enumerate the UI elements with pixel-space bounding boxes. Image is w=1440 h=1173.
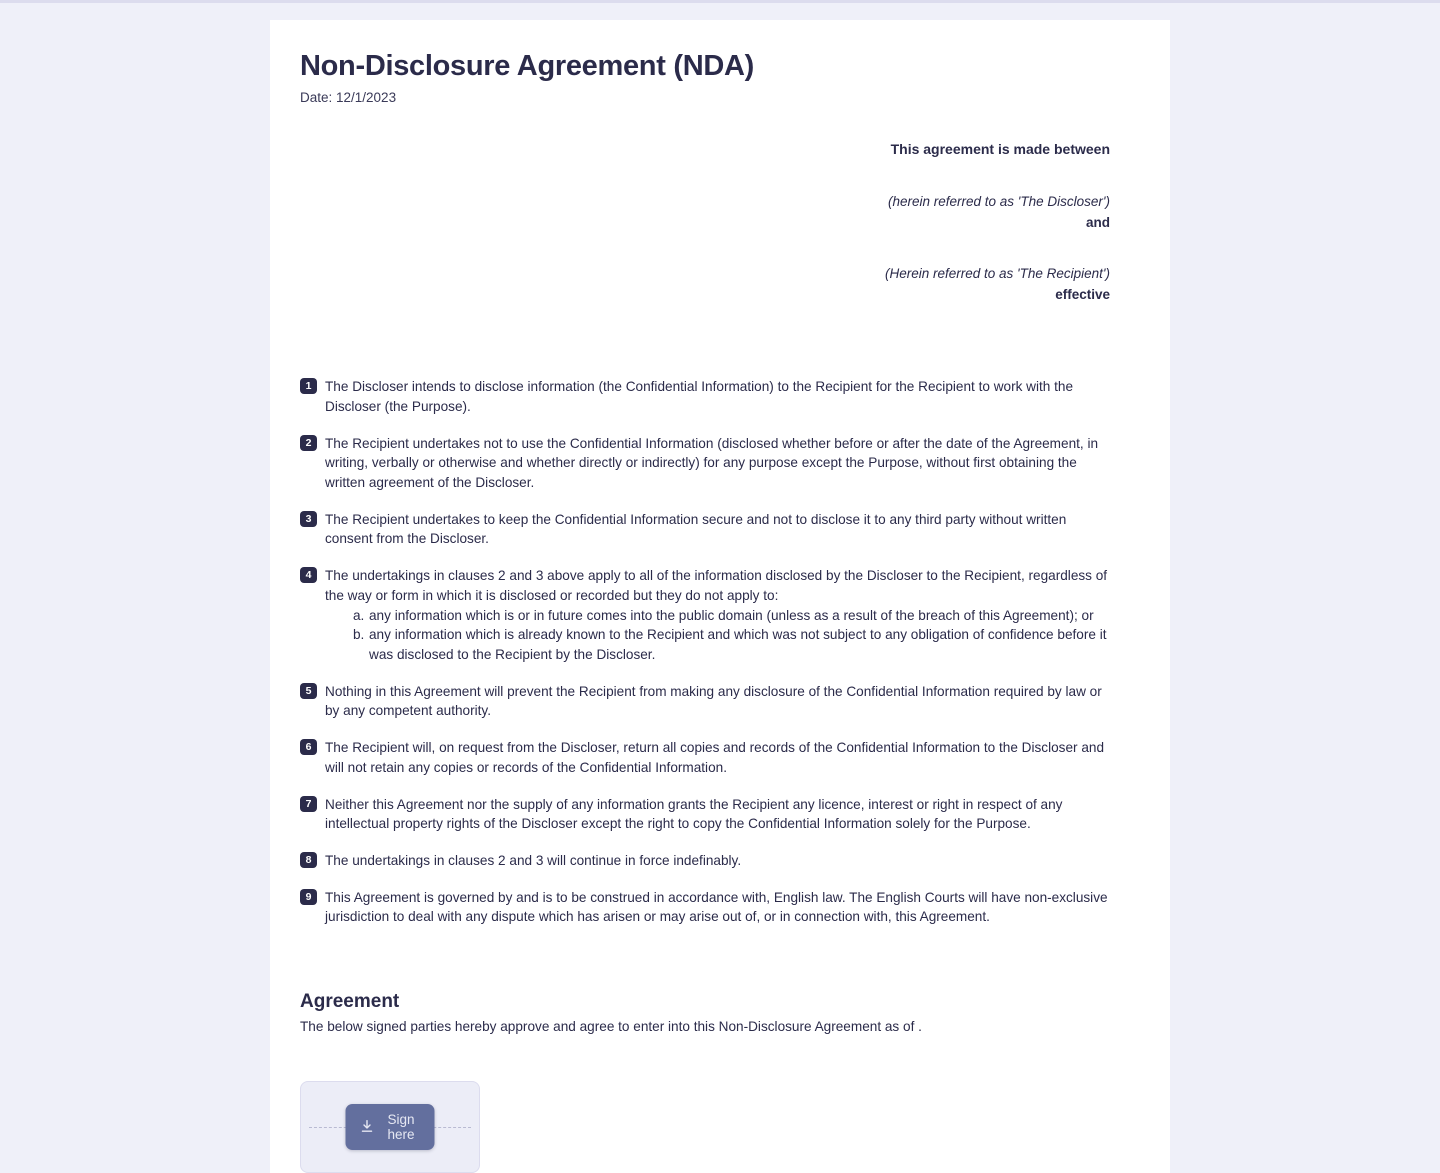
clause-item	[300, 566, 1110, 665]
clause-text: Nothing in this Agreement will prevent the Recipient from making any disclosure of the Confidential Information required by law or by any competent authority.	[325, 683, 1102, 719]
clause-text: The Recipient will, on request from the Discloser, return all copies and records of the Confidential Information to the Discloser and will not retain any copies or records of the Confidential Information.	[325, 740, 1105, 775]
clause-item	[300, 851, 1110, 871]
effective-label: effective	[1055, 287, 1110, 303]
clause-number-badge: 5	[300, 683, 317, 699]
sign-here-label: Sign here	[387, 1111, 415, 1142]
clause-sub-text: any information which is or in future comes into the public domain (unless as a result of the breach of this Agreement); or	[369, 607, 1094, 623]
agreement-text: The below signed parties hereby approve and agree to enter into this Non-Disclosure Agreement as of .	[300, 1019, 922, 1035]
clause-number-badge: 9	[300, 889, 317, 905]
discloser-name-field[interactable]	[300, 175, 1110, 192]
clause-item	[300, 682, 1110, 721]
clause-sub-item	[353, 606, 1110, 626]
agreement-heading: Agreement	[300, 991, 400, 1013]
effective-date-field[interactable]	[300, 306, 1110, 323]
page-title: Non-Disclosure Agreement (NDA)	[300, 50, 754, 82]
signature-box[interactable]	[300, 1081, 480, 1173]
clause-item	[300, 738, 1110, 777]
clause-number-badge: 6	[300, 739, 317, 755]
clause-text: The Recipient undertakes to keep the Confidential Information secure and not to disclose it to any third party without written consent from the Discloser.	[325, 511, 1067, 547]
parties-joiner: and	[1085, 214, 1110, 230]
recipient-name-field[interactable]	[300, 247, 1110, 264]
clause-sub-text: any information which is already known to the Recipient and which was not subject to any obligation of confidence before it was disclosed to the Recipient by the Discloser.	[369, 627, 1107, 662]
signature-area	[300, 1081, 1140, 1173]
clause-list	[300, 377, 1140, 927]
clause-sub-marker: a.	[353, 607, 365, 623]
document-date: Date: 12/1/2023	[300, 90, 397, 106]
top-accent-strip	[0, 0, 1440, 3]
download-sign-icon	[360, 1119, 375, 1134]
clause-item	[300, 434, 1110, 493]
clause-text: Neither this Agreement nor the supply of any information grants the Recipient any licence, interest or right in respect of any intellectual property rights of the Discloser except the right to copy the Confidential Information solely for the Purpose.	[325, 796, 1063, 832]
parties-heading: This agreement is made between	[890, 140, 1110, 157]
clause-number-badge: 4	[300, 567, 317, 583]
clause-text: This Agreement is governed by and is to be construed in accordance with, English law. The English Courts will have non-exclusive jurisdiction to deal with any dispute which has arisen or may arise out of, or in connection with, this Agreement.	[325, 889, 1108, 925]
clause-sub-item	[353, 625, 1110, 664]
parties-spacer	[300, 233, 1110, 247]
clause-item	[300, 510, 1110, 549]
parties-block	[300, 139, 1140, 323]
sign-here-button[interactable]	[346, 1104, 435, 1150]
clause-number-badge: 8	[300, 852, 317, 868]
clause-text: The undertakings in clauses 2 and 3 will continue in force indefinably.	[325, 852, 742, 868]
clause-number-badge: 1	[300, 378, 317, 394]
clause-text: The undertakings in clauses 2 and 3 above apply to all of the information disclosed by the Discloser to the Recipient, regardless of the way or form in which it is disclosed or recorded but they do not apply to:	[325, 568, 1108, 603]
clause-number-badge: 3	[300, 511, 317, 527]
recipient-reference: (Herein referred to as 'The Recipient')	[885, 266, 1110, 282]
clause-sub-list	[325, 606, 1110, 665]
clause-text: The Discloser intends to disclose information (the Confidential Information) to the Recipient for the Recipient to work with the Discloser (the Purpose).	[325, 379, 1074, 414]
clause-item	[300, 888, 1110, 927]
clause-number-badge: 2	[300, 435, 317, 451]
clause-item	[300, 377, 1110, 416]
clause-text: The Recipient undertakes not to use the Confidential Information (disclosed whether before or after the date of the Agreement, in writing, verbally or otherwise and whether directly or indirectly) for any purpose except the Purpose, without first obtaining the written agreement of the Discloser.	[325, 435, 1099, 491]
clause-item	[300, 795, 1110, 834]
clause-sub-marker: b.	[353, 627, 365, 643]
document-card	[270, 20, 1170, 1173]
agreement-section	[300, 991, 1140, 1037]
discloser-reference: (herein referred to as 'The Discloser')	[888, 193, 1110, 209]
clause-number-badge: 7	[300, 796, 317, 812]
